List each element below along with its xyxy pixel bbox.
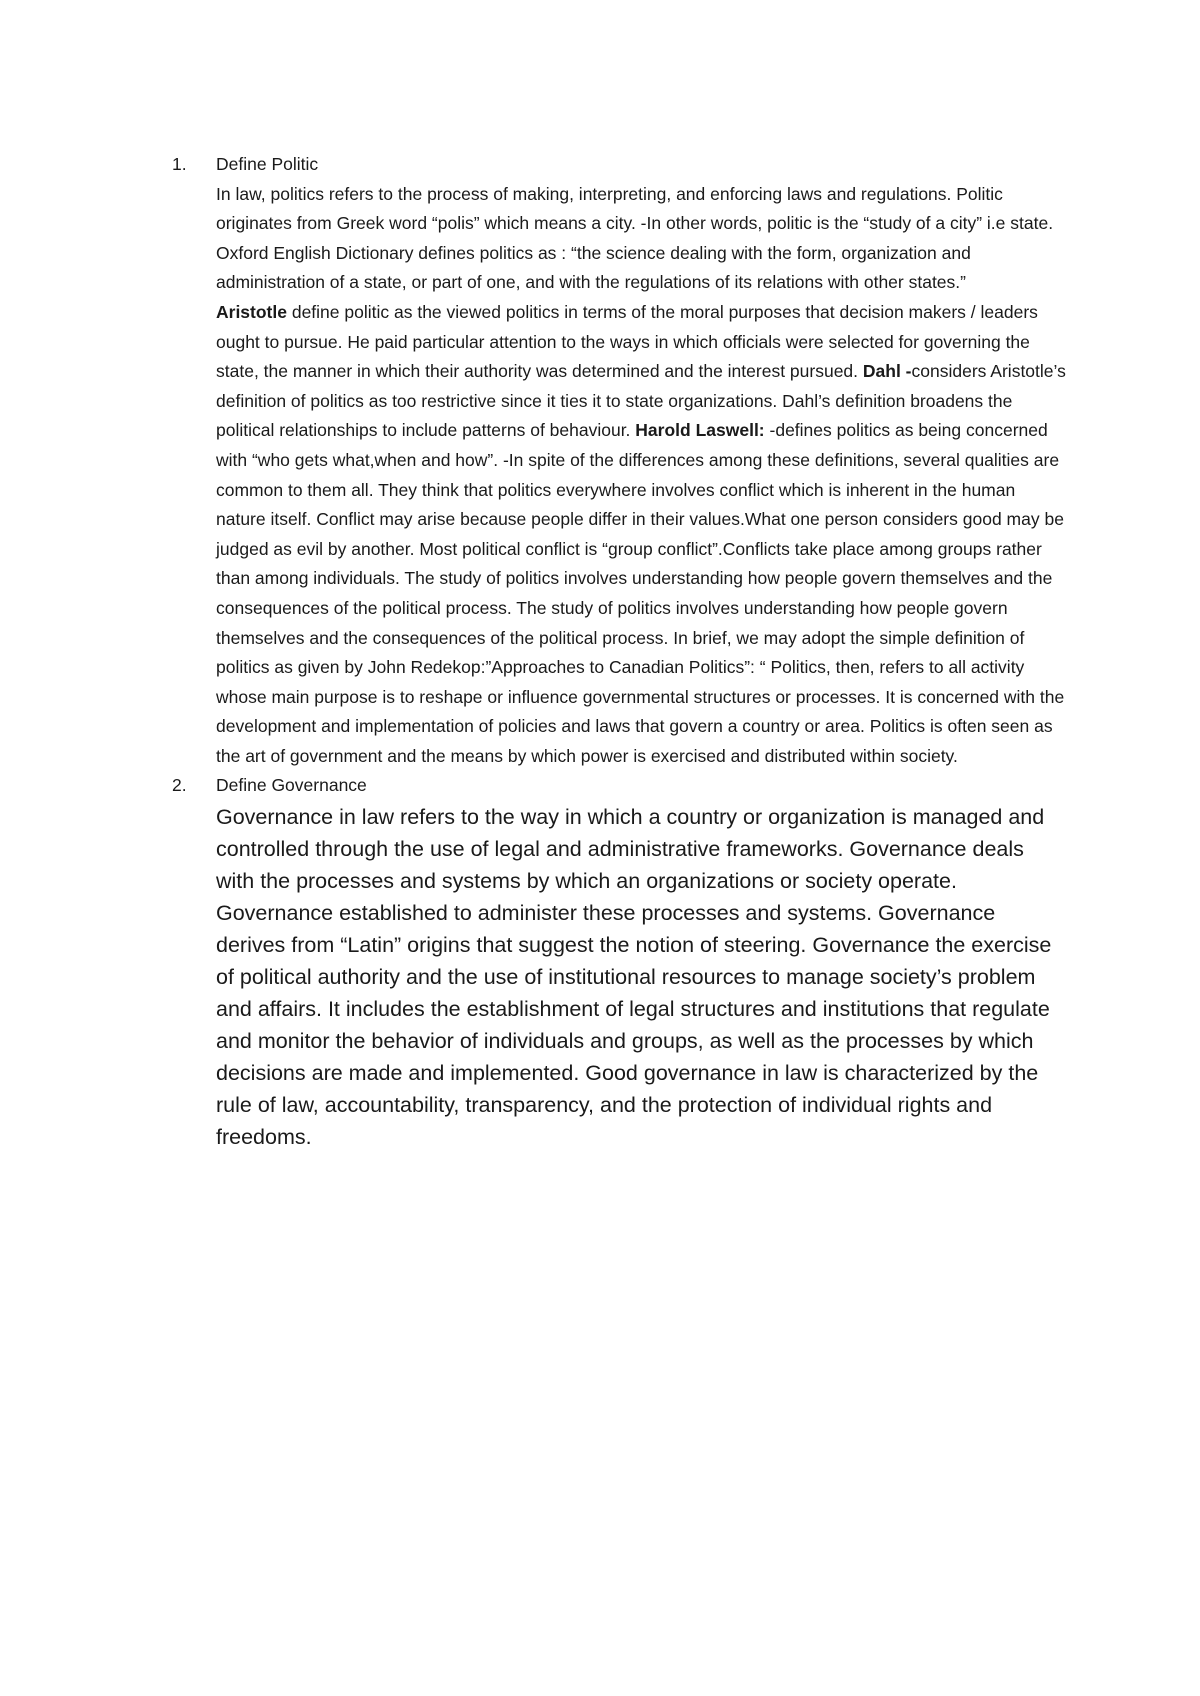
section-heading-politic: Define Politic [216, 154, 319, 174]
politic-intro-text: In law, politics refers to the process of making, interpreting, and enforcing laws and regulations. Politic originates from Greek word “polis” which means a city. -In other words, politic is the “study of a city” i.e state. Oxford English Dictionary defines politics as : “the science dealing with the form, organization and administration of a state, or part of one, and with the regulations of its relations with other states.” [216, 183, 1054, 293]
governance-definition-paragraph: Governance in law refers to the way in which a country or organization is managed and controlled through the use of legal and administrative frameworks. Governance deals with the processes and systems by which an organizations or society operate. Governance established to administer these processes and systems. Governance derives from “Latin” origins that suggest the notion of steering. Governance the exercise of political authority and the use of institutional resources to manage society’s problem and affairs. It includes the establishment of legal structures and institutions that regulate and monitor the behavior of individuals and groups, as well as the processes by which decisions are made and implemented. Good governance in law is characterized by the rule of law, accountability, transparency, and the protection of individual rights and freedoms. [216, 805, 1052, 1150]
list-item-governance [172, 771, 1072, 1153]
section-heading-governance: Define Governance [216, 775, 367, 796]
aristotle-text: define politic as the viewed politics in terms of the moral purposes that decision makers / leaders ought to pursue. He paid particular attention to the ways in which officials were selected for governing the state, the manner in which their authority was determined and the interest pursued. [216, 301, 1038, 382]
dahl-text: considers Aristotle’s definition of politics as too restrictive since it ties it to state organizations. Dahl’s definition broadens the political relationships to include patterns of behaviour. [216, 361, 1066, 441]
list-number: 1. [172, 154, 187, 174]
list-number: 2. [172, 775, 187, 796]
politic-definition-paragraph [216, 180, 1066, 298]
laswell-name: Harold Laswell: [635, 420, 765, 441]
numbered-list [172, 150, 1072, 1153]
dahl-name: Dahl - [862, 361, 912, 382]
politic-scholars-paragraph [216, 298, 1066, 772]
laswell-text: -defines politics as being concerned with “who gets what,when and how”. -In spite of the differences among these definitions, several qualities are common to them all. They think that politics everywhere involves conflict which is inherent in the human nature itself. Conflict may arise because people differ in their values.What one person considers good may be judged as evil by another. Most political conflict is “group conflict”.Conflicts take place among groups rather than among individuals. The study of politics involves understanding how people govern themselves and the consequences of the political process. The study of politics involves understanding how people govern themselves and the consequences of the political process. In brief, we may adopt the simple definition of politics as given by John Redekop:”Approaches to Canadian Politics”: “ Politics, then, refers to all activity whose main purpose is to reshape or influence governmental structures or processes. It is concerned with the development and implementation of policies and laws that govern a country or area. Politics is often seen as the art of government and the means by which power is exercised and distributed within society. [216, 420, 1065, 766]
list-item-politic [172, 150, 1072, 771]
aristotle-name: Aristotle [216, 301, 287, 322]
